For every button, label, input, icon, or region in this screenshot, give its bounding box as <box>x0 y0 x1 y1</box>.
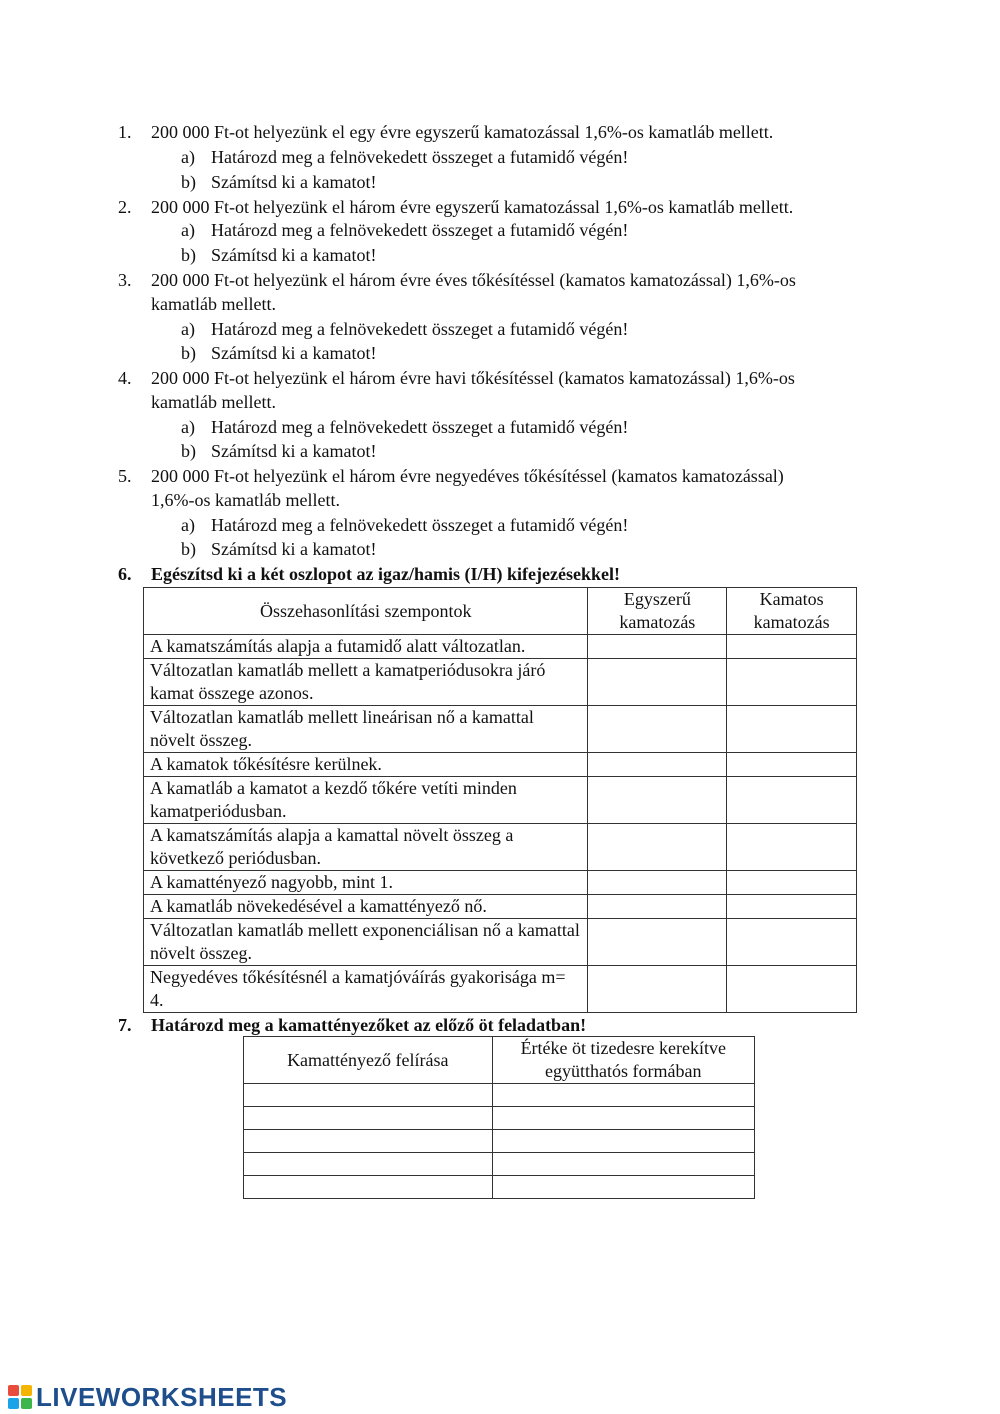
compound-interest-answer-cell[interactable] <box>727 635 857 659</box>
subtask-label: a) <box>181 319 195 339</box>
table-row <box>144 706 857 753</box>
simple-interest-answer-cell[interactable] <box>588 659 727 706</box>
subtask-text: Számítsd ki a kamatot! <box>211 539 377 559</box>
subtask-label: b) <box>181 172 196 192</box>
table-row <box>244 1084 755 1107</box>
compound-interest-answer-cell[interactable] <box>727 659 857 706</box>
table-row <box>144 635 857 659</box>
subtask-label: b) <box>181 539 196 559</box>
task-text: 200 000 Ft-ot helyezünk el három évre havi tőkésítéssel (kamatos kamatozással) 1,6%-os <box>151 368 795 388</box>
table-row <box>144 824 857 871</box>
factor-value-input-cell[interactable] <box>492 1130 754 1153</box>
subtask-text: Határozd meg a felnövekedett összeget a futamidő végén! <box>211 515 629 535</box>
liveworksheets-logo-icon <box>8 1385 32 1409</box>
criterion-cell: A kamatláb a kamatot a kezdő tőkére vetíti minden kamatperiódusban. <box>144 777 588 824</box>
simple-interest-answer-cell[interactable] <box>588 753 727 777</box>
subtask-label: b) <box>181 441 196 461</box>
task-text: kamatláb mellett. <box>151 294 276 314</box>
table-row <box>144 753 857 777</box>
subtask-label: a) <box>181 417 195 437</box>
table-header-row <box>144 588 857 635</box>
comparison-table <box>143 587 857 1013</box>
task-text: 200 000 Ft-ot helyezünk el egy évre egyszerű kamatozással 1,6%-os kamatláb mellett. <box>151 122 774 142</box>
simple-interest-answer-cell[interactable] <box>588 966 727 1013</box>
simple-interest-answer-cell[interactable] <box>588 919 727 966</box>
factor-formula-input-cell[interactable] <box>244 1176 493 1199</box>
column-header: Kamattényező felírása <box>244 1037 493 1084</box>
compound-interest-answer-cell[interactable] <box>727 777 857 824</box>
subtask-text: Határozd meg a felnövekedett összeget a futamidő végén! <box>211 147 629 167</box>
factor-value-input-cell[interactable] <box>492 1176 754 1199</box>
compound-interest-answer-cell[interactable] <box>727 706 857 753</box>
factor-formula-input-cell[interactable] <box>244 1084 493 1107</box>
criterion-cell: A kamatszámítás alapja a kamattal növelt összeg a következő periódusban. <box>144 824 588 871</box>
simple-interest-answer-cell[interactable] <box>588 706 727 753</box>
simple-interest-answer-cell[interactable] <box>588 824 727 871</box>
subtask-text: Határozd meg a felnövekedett összeget a futamidő végén! <box>211 319 629 339</box>
task-text: 200 000 Ft-ot helyezünk el három évre negyedéves tőkésítéssel (kamatos kamatozással) <box>151 466 784 486</box>
task-text: 200 000 Ft-ot helyezünk el három évre éves tőkésítéssel (kamatos kamatozással) 1,6%-os <box>151 270 796 290</box>
task-number: 1. <box>118 122 132 142</box>
table-row <box>144 919 857 966</box>
compound-interest-answer-cell[interactable] <box>727 919 857 966</box>
column-header: Értéke öt tizedesre kerekítve együtthatós formában <box>492 1037 754 1084</box>
subtask-text: Számítsd ki a kamatot! <box>211 245 377 265</box>
task-text: 200 000 Ft-ot helyezünk el három évre egyszerű kamatozással 1,6%-os kamatláb mellett. <box>151 197 794 217</box>
factor-formula-input-cell[interactable] <box>244 1153 493 1176</box>
table-row <box>244 1130 755 1153</box>
table-row <box>144 895 857 919</box>
simple-interest-answer-cell[interactable] <box>588 871 727 895</box>
simple-interest-answer-cell[interactable] <box>588 777 727 824</box>
table-row <box>244 1107 755 1130</box>
task-number: 2. <box>118 197 132 217</box>
task-number: 4. <box>118 368 132 388</box>
factor-value-input-cell[interactable] <box>492 1107 754 1130</box>
criterion-cell: A kamatok tőkésítésre kerülnek. <box>144 753 588 777</box>
criterion-cell: A kamatláb növekedésével a kamattényező nő. <box>144 895 588 919</box>
subtask-label: b) <box>181 343 196 363</box>
subtask-label: b) <box>181 245 196 265</box>
task-number: 7. <box>118 1015 132 1035</box>
compound-interest-answer-cell[interactable] <box>727 871 857 895</box>
subtask-text: Számítsd ki a kamatot! <box>211 172 377 192</box>
table-row <box>244 1153 755 1176</box>
task7-title: Határozd meg a kamattényezőket az előző öt feladatban! <box>151 1015 587 1035</box>
factor-value-input-cell[interactable] <box>492 1084 754 1107</box>
table-row <box>144 659 857 706</box>
simple-interest-answer-cell[interactable] <box>588 635 727 659</box>
criterion-cell: Változatlan kamatláb mellett lineárisan nő a kamattal növelt összeg. <box>144 706 588 753</box>
subtask-text: Határozd meg a felnövekedett összeget a futamidő végén! <box>211 417 629 437</box>
compound-interest-answer-cell[interactable] <box>727 895 857 919</box>
table-row <box>144 871 857 895</box>
liveworksheets-footer <box>8 1380 287 1414</box>
task-number: 5. <box>118 466 132 486</box>
criterion-cell: A kamattényező nagyobb, mint 1. <box>144 871 588 895</box>
subtask-text: Számítsd ki a kamatot! <box>211 441 377 461</box>
subtask-label: a) <box>181 147 195 167</box>
criterion-cell: Változatlan kamatláb mellett exponenciálisan nő a kamattal növelt összeg. <box>144 919 588 966</box>
column-header: Egyszerű kamatozás <box>588 588 727 635</box>
column-header: Kamatos kamatozás <box>727 588 857 635</box>
criterion-cell: A kamatszámítás alapja a futamidő alatt változatlan. <box>144 635 588 659</box>
task-number: 3. <box>118 270 132 290</box>
brand-name: LIVEWORKSHEETS <box>36 1381 288 1412</box>
factor-formula-input-cell[interactable] <box>244 1130 493 1153</box>
task-text: 1,6%-os kamatláb mellett. <box>151 490 340 510</box>
criterion-cell: Negyedéves tőkésítésnél a kamatjóváírás gyakorisága m= 4. <box>144 966 588 1013</box>
table-header-row <box>244 1037 755 1084</box>
subtask-text: Számítsd ki a kamatot! <box>211 343 377 363</box>
subtask-label: a) <box>181 515 195 535</box>
column-header: Összehasonlítási szempontok <box>144 588 588 635</box>
table-row <box>244 1176 755 1199</box>
factor-formula-input-cell[interactable] <box>244 1107 493 1130</box>
subtask-label: a) <box>181 220 195 240</box>
criterion-cell: Változatlan kamatláb mellett a kamatperiódusokra járó kamat összege azonos. <box>144 659 588 706</box>
simple-interest-answer-cell[interactable] <box>588 895 727 919</box>
factor-value-input-cell[interactable] <box>492 1153 754 1176</box>
task-number: 6. <box>118 564 132 584</box>
subtask-text: Határozd meg a felnövekedett összeget a futamidő végén! <box>211 220 629 240</box>
task-text: kamatláb mellett. <box>151 392 276 412</box>
table-row <box>144 966 857 1013</box>
interest-factor-table <box>243 1036 755 1199</box>
compound-interest-answer-cell[interactable] <box>727 824 857 871</box>
compound-interest-answer-cell[interactable] <box>727 753 857 777</box>
task6-title: Egészítsd ki a két oszlopot az igaz/hamis (I/H) kifejezésekkel! <box>151 564 620 584</box>
table-row <box>144 777 857 824</box>
compound-interest-answer-cell[interactable] <box>727 966 857 1013</box>
